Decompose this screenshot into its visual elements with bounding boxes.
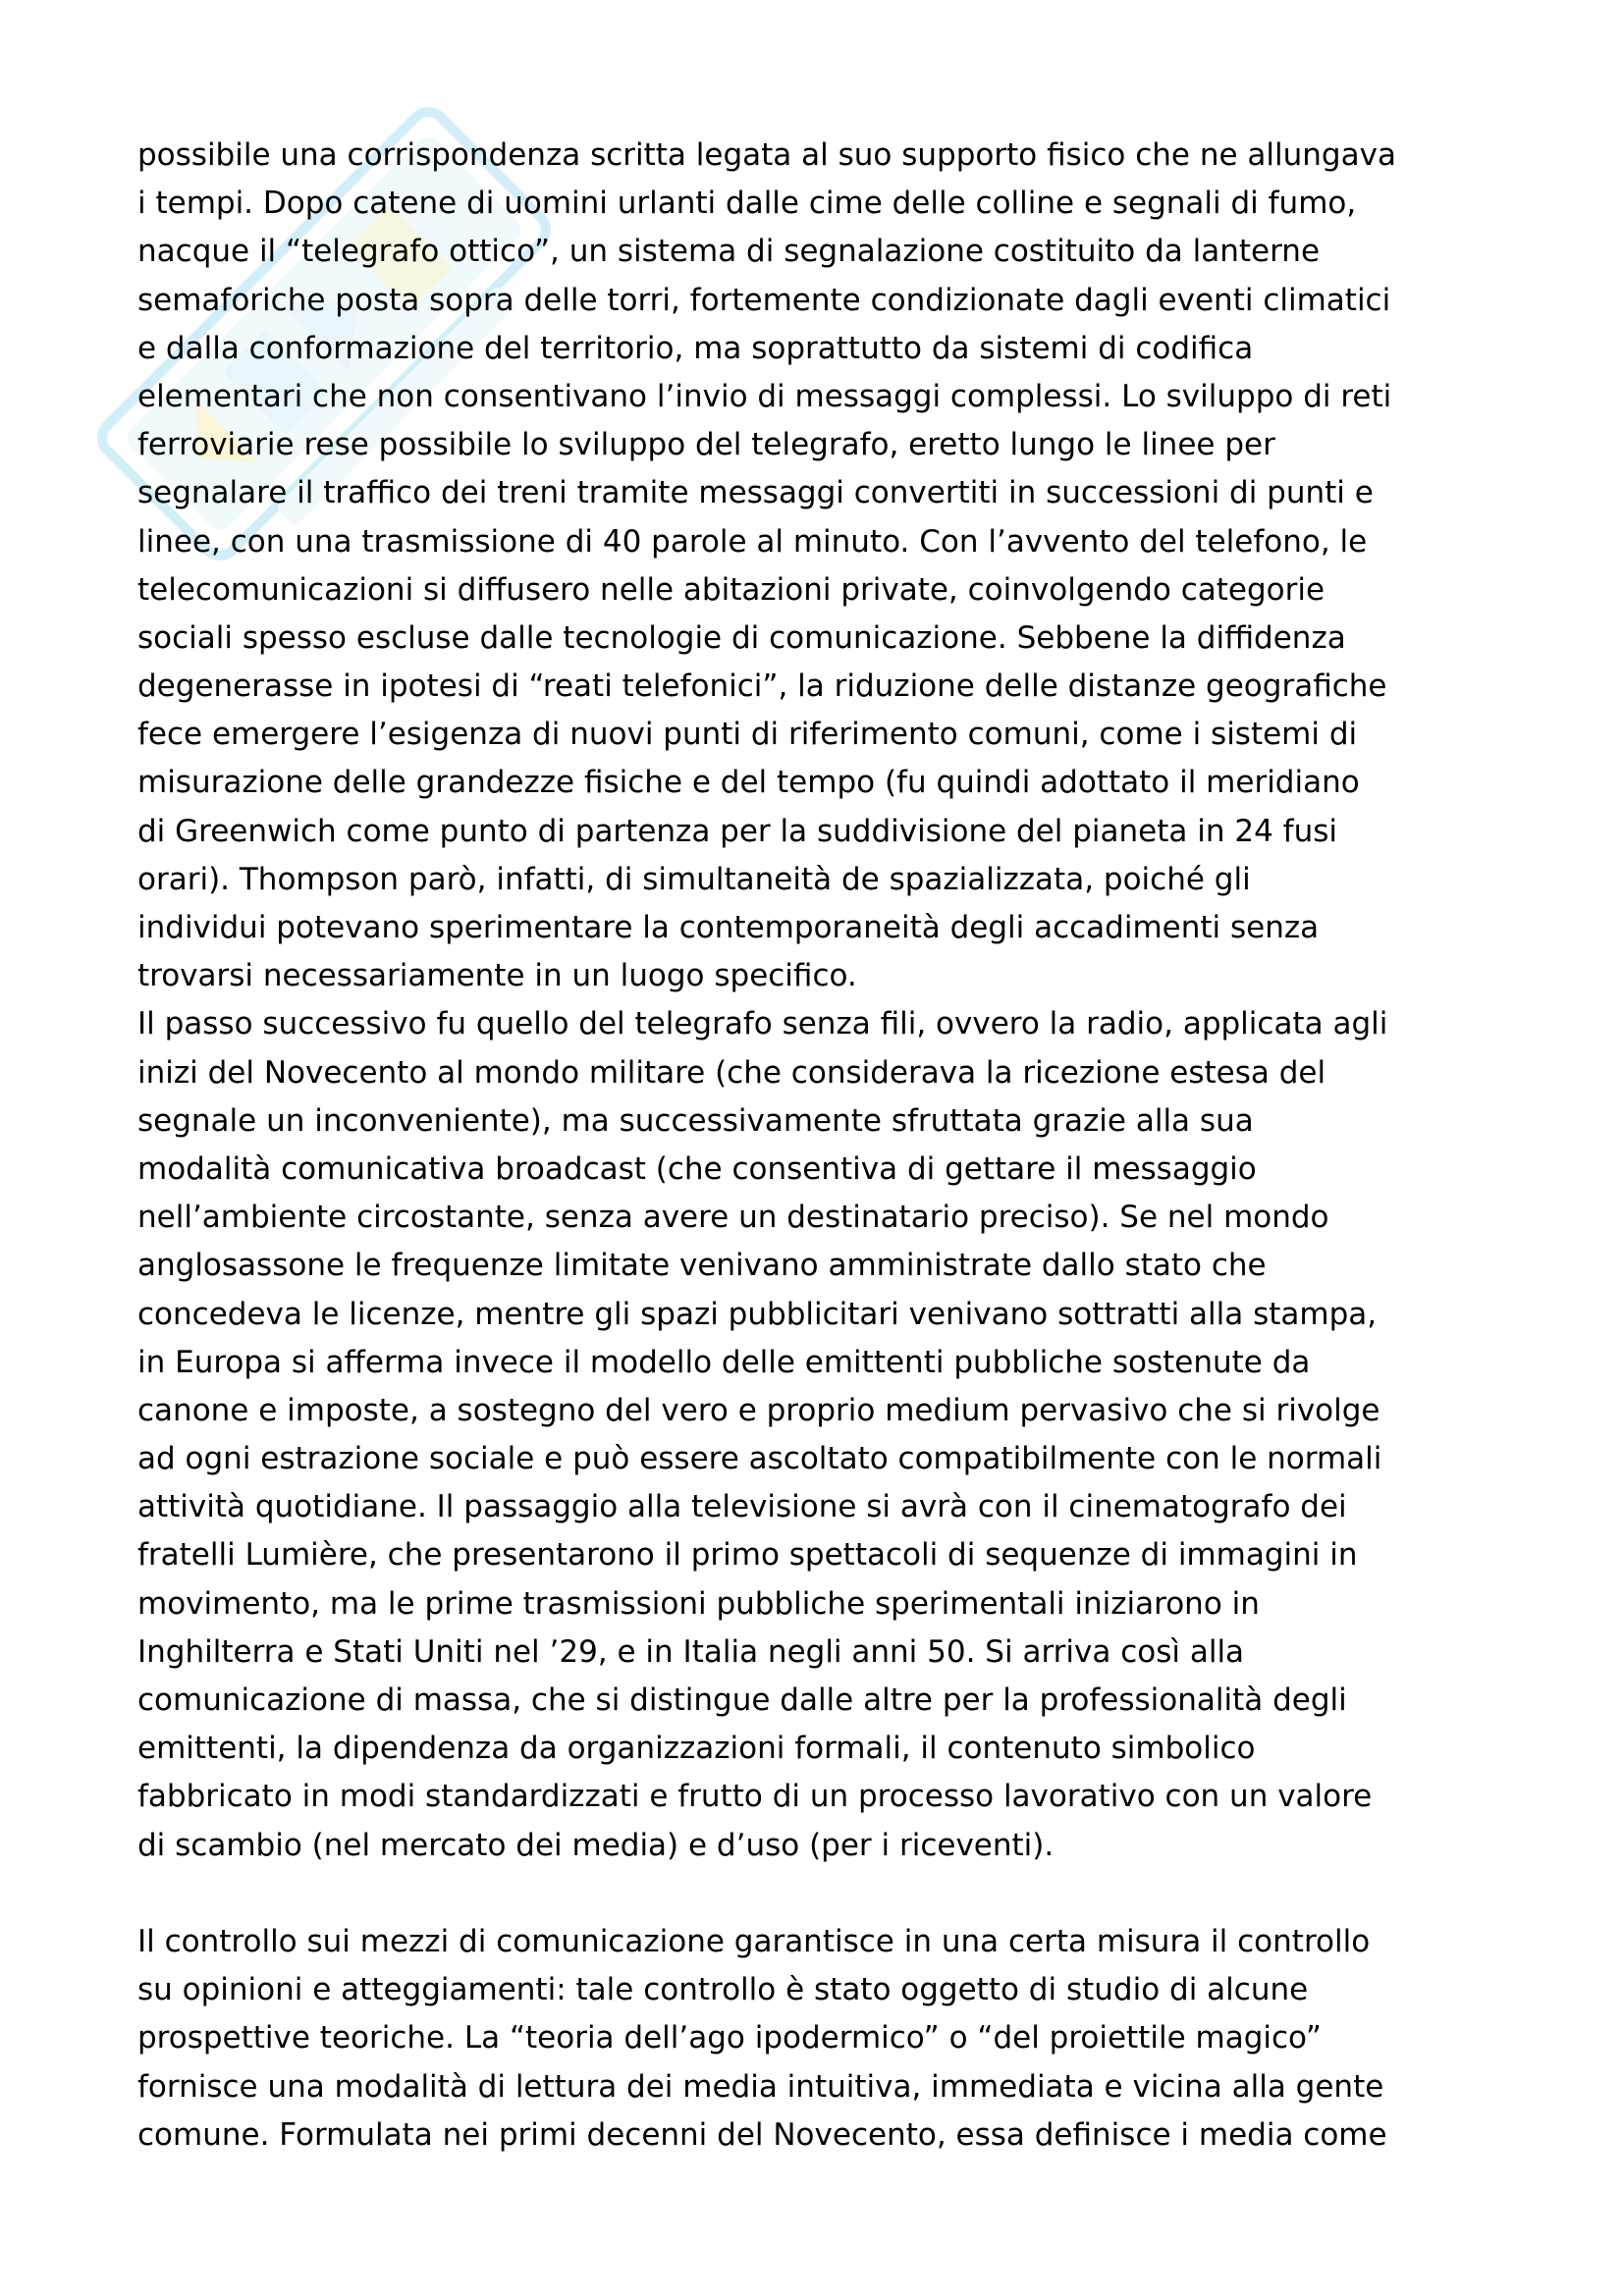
text-line: di scambio (nel mercato dei media) e d’uso (per i riceventi). xyxy=(137,1827,1055,1863)
text-line: di Greenwich come punto di partenza per la suddivisione del pianeta in 24 fusi xyxy=(137,813,1337,849)
text-line: Il controllo sui mezzi di comunicazione garantisce in una certa misura il controllo xyxy=(137,1923,1371,1959)
text-line: movimento, ma le prime trasmissioni pubbliche sperimentali iniziarono in xyxy=(137,1585,1260,1622)
text-line: segnale un inconveniente), ma successivamente sfruttata grazie alla sua xyxy=(137,1102,1254,1139)
text-line: i tempi. Dopo catene di uomini urlanti dalle cime delle colline e segnali di fumo, xyxy=(137,186,1357,222)
text-line: fabbricato in modi standardizzati e frutto di un processo lavorativo con un valore xyxy=(137,1779,1373,1815)
text-line: fratelli Lumière, che presentarono il primo spettacoli di sequenze di immagini in xyxy=(137,1537,1358,1574)
text-line: degenerasse in ipotesi di “reati telefonici”, la riduzione delle distanze geografiche xyxy=(137,668,1387,705)
text-line: prospettive teoriche. La “teoria dell’ago ipodermico” o “del proiettile magico” xyxy=(137,2020,1322,2056)
text-line: comunicazione di massa, che si distingue dalle altre per la professionalità degli xyxy=(137,1682,1347,1718)
text-line: anglosassone le frequenze limitate venivano amministrate dallo stato che xyxy=(137,1248,1267,1284)
text-line: nacque il “telegrafo ottico”, un sistema di segnalazione costituito da lanterne xyxy=(137,234,1321,270)
text-line: Il passo successivo fu quello del telegrafo senza fili, ovvero la radio, applicata agli xyxy=(137,1006,1388,1042)
text-line: modalità comunicativa broadcast (che consentiva di gettare il messaggio xyxy=(137,1150,1257,1187)
text-line: canone e imposte, a sostegno del vero e proprio medium pervasivo che si rivolge xyxy=(137,1392,1380,1428)
text-line: misurazione delle grandezze fisiche e del tempo (fu quindi adottato il meridiano xyxy=(137,765,1360,801)
text-line: possibile una corrispondenza scritta legata al suo supporto fisico che ne allungava xyxy=(137,137,1396,173)
text-line: individui potevano sperimentare la contemporaneità degli accadimenti senza xyxy=(137,910,1320,945)
text-line: emittenti, la dipendenza da organizzazioni formali, il contenuto simbolico xyxy=(137,1731,1256,1767)
text-line: ferroviarie rese possibile lo sviluppo del telegrafo, eretto lungo le linee per xyxy=(137,427,1275,463)
paragraph xyxy=(137,1918,1512,2160)
text-line: in Europa si afferma invece il modello delle emittenti pubbliche sostenute da xyxy=(137,1344,1311,1380)
paragraph xyxy=(137,132,1512,1000)
text-line: su opinioni e atteggiamenti: tale controllo è stato oggetto di studio di alcune xyxy=(137,1972,1309,2008)
text-line: telecomunicazioni si diffusero nelle abitazioni private, coinvolgendo categorie xyxy=(137,571,1325,608)
text-line: fornisce una modalità di lettura dei media intuitiva, immediata e vicina alla gente xyxy=(137,2068,1384,2105)
text-line: e dalla conformazione del territorio, ma soprattutto da sistemi di codifica xyxy=(137,330,1254,366)
text-line: nell’ambiente circostante, senza avere un destinatario preciso). Se nel mondo xyxy=(137,1200,1329,1236)
paragraph-gap xyxy=(137,1870,1512,1918)
text-line: orari). Thompson parò, infatti, di simultaneità de spazializzata, poiché gli xyxy=(137,861,1251,897)
text-line: concedeva le licenze, mentre gli spazi pubblicitari venivano sottratti alla stampa, xyxy=(137,1296,1378,1332)
text-line: trovarsi necessariamente in un luogo specifico. xyxy=(137,958,857,994)
text-line: segnalare il traffico dei treni tramite messaggi convertiti in successioni di punti e xyxy=(137,475,1374,511)
text-line: attività quotidiane. Il passaggio alla televisione si avrà con il cinematografo dei xyxy=(137,1489,1347,1525)
text-line: Inghilterra e Stati Uniti nel ’29, e in Italia negli anni 50. Si arriva così alla xyxy=(137,1633,1245,1670)
text-line: comune. Formulata nei primi decenni del Novecento, essa definisce i media come xyxy=(137,2116,1387,2153)
body-text xyxy=(137,132,1512,2160)
text-line: sociali spesso escluse dalle tecnologie di comunicazione. Sebbene la diffidenza xyxy=(137,619,1346,656)
text-line: inizi del Novecento al mondo militare (che considerava la ricezione estesa del xyxy=(137,1054,1326,1091)
text-line: linee, con una trasmissione di 40 parole al minuto. Con l’avvento del telefono, le xyxy=(137,523,1368,560)
text-line: fece emergere l’esigenza di nuovi punti di riferimento comuni, come i sistemi di xyxy=(137,717,1358,753)
text-line: semaforiche posta sopra delle torri, fortemente condizionate dagli eventi climatici xyxy=(137,282,1391,318)
text-line: elementari che non consentivano l’invio di messaggi complessi. Lo sviluppo di reti xyxy=(137,378,1392,414)
text-line: ad ogni estrazione sociale e può essere ascoltato compatibilmente con le normali xyxy=(137,1441,1382,1477)
paragraph xyxy=(137,1000,1512,1869)
